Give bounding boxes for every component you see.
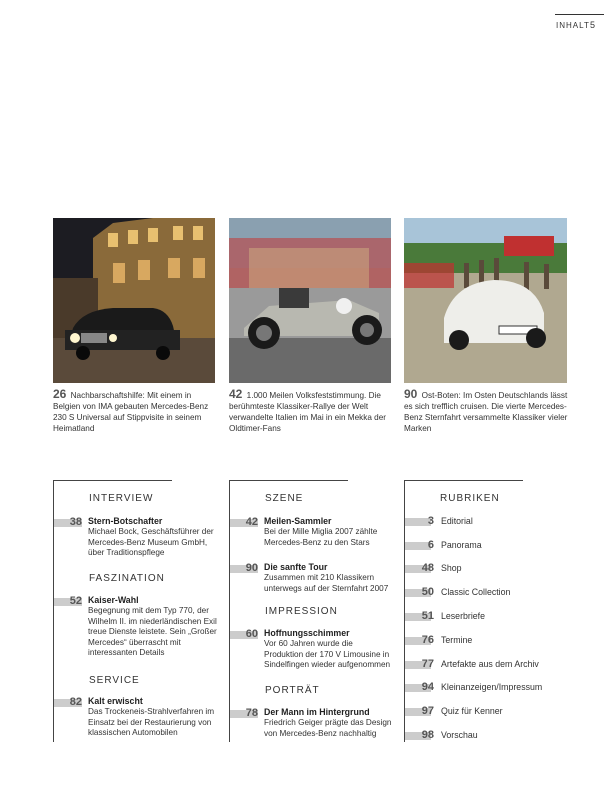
feature-caption-text: Nachbarschaftshilfe: Mit einem in Belgien von IMA gebauten Mercedes-Benz 230 S Universal auf Stippvisite in seinem Heimatland xyxy=(53,391,209,433)
toc-column-2 xyxy=(229,480,395,742)
entry-title: Meilen-Sammler xyxy=(264,516,332,526)
rubrik-entry[interactable] xyxy=(405,729,570,742)
entry-title: Stern-Botschafter xyxy=(88,516,163,526)
entry-title: Kalt erwischt xyxy=(88,696,143,706)
rubrik-entry[interactable] xyxy=(405,586,570,600)
entry-title: Termine xyxy=(441,635,473,645)
entry-page: 51 xyxy=(421,610,434,622)
photo-belgium-car xyxy=(53,218,215,383)
header-rule xyxy=(555,14,604,15)
rubrik-entry[interactable] xyxy=(405,681,570,695)
entry-title: Shop xyxy=(441,563,462,573)
entry-title: Leserbriefe xyxy=(441,611,486,621)
entry-title: Kaiser-Wahl xyxy=(88,595,139,605)
entry-page: 90 xyxy=(245,562,258,574)
feature-page-number: 26 xyxy=(53,387,67,401)
entry-title: Die sanfte Tour xyxy=(264,562,328,572)
entry-title: Hoffnungsschimmer xyxy=(264,628,350,638)
entry-text: Friedrich Geiger prägte das Design von Mercedes-Benz nachhaltig xyxy=(264,718,392,738)
rubrik-entry[interactable] xyxy=(405,658,570,672)
section-heading: FASZINATION xyxy=(89,573,165,584)
entry-title: Der Mann im Hintergrund xyxy=(264,707,370,717)
rubrik-entry[interactable] xyxy=(405,515,570,529)
rubrik-entry[interactable] xyxy=(405,705,570,719)
section-label: INHALT xyxy=(556,21,590,30)
section-heading: IMPRESSION xyxy=(265,606,338,617)
feature-caption-2 xyxy=(229,389,394,434)
section-heading: PORTRÄT xyxy=(265,685,320,696)
entry-page: 6 xyxy=(427,539,434,551)
entry-page: 98 xyxy=(421,729,434,741)
entry-page: 97 xyxy=(421,705,434,717)
toc-column-1 xyxy=(53,480,219,742)
section-heading: RUBRIKEN xyxy=(440,493,500,504)
section-heading: SERVICE xyxy=(89,675,140,686)
column-rule xyxy=(405,480,523,481)
feature-page-number: 42 xyxy=(229,387,243,401)
entry-page: 38 xyxy=(69,516,82,528)
feature-caption-text: Ost-Boten: Im Osten Deutschlands lässt es sich trefflich cruisen. Die vierte Mercedes-Benz Sternfahrt versammelte Klassiker vieler Marken xyxy=(404,391,568,433)
feature-caption-3 xyxy=(404,389,569,434)
feature-page-number: 90 xyxy=(404,387,418,401)
entry-title: Artefakte aus dem Archiv xyxy=(441,659,539,669)
entry-text: Michael Bock, Geschäftsführer der Mercedes-Benz Museum GmbH, über Traditionspflege xyxy=(88,527,214,557)
rubrik-entry[interactable] xyxy=(405,610,570,624)
entry-page: 52 xyxy=(69,595,82,607)
section-heading: SZENE xyxy=(265,493,304,504)
entry-title: Vorschau xyxy=(441,730,478,740)
entry-text: Zusammen mit 210 Klassikern unterwegs auf der Sternfahrt 2007 xyxy=(264,573,389,593)
entry-page: 76 xyxy=(421,634,434,646)
entry-page: 42 xyxy=(245,516,258,528)
entry-title: Editorial xyxy=(441,516,473,526)
toc-column-rubriken xyxy=(404,480,570,742)
entry-page: 82 xyxy=(69,696,82,708)
entry-page: 77 xyxy=(421,658,434,670)
page-number: 5 xyxy=(590,20,596,30)
entry-text: Vor 60 Jahren wurde die Produktion der 170 V Limousine in Sindelfingen wieder aufgenommen xyxy=(264,639,391,669)
column-rule xyxy=(230,480,348,481)
column-rule xyxy=(54,480,172,481)
rubrik-entry[interactable] xyxy=(405,634,570,648)
photo-sternfahrt xyxy=(404,218,567,383)
entry-title: Quiz für Kenner xyxy=(441,706,503,716)
entry-text: Bei der Mille Miglia 2007 zählte Mercedes-Benz zu den Stars xyxy=(264,527,378,547)
entry-text: Begegnung mit dem Typ 770, der Wilhelm II. im niederländischen Exil treue Dienste leistete. Sein „Großer Mercedes“ überrascht mit interessanten Details xyxy=(88,606,217,657)
entry-page: 50 xyxy=(421,586,434,598)
feature-caption-1 xyxy=(53,389,218,434)
photo-mille-miglia xyxy=(229,218,391,383)
entry-page: 48 xyxy=(421,562,434,574)
entry-title: Panorama xyxy=(441,540,482,550)
entry-title: Kleinanzeigen/Impressum xyxy=(441,682,543,692)
entry-title: Classic Collection xyxy=(441,587,511,597)
section-heading: INTERVIEW xyxy=(89,493,154,504)
entry-page: 78 xyxy=(245,707,258,719)
entry-page: 94 xyxy=(421,681,434,693)
rubrik-entry[interactable] xyxy=(405,539,570,553)
entry-page: 3 xyxy=(427,515,434,527)
entry-text: Das Trockeneis-Strahlverfahren im Einsatz bei der Restaurierung von klassischen Automobilen xyxy=(88,707,215,737)
entry-page: 60 xyxy=(245,628,258,640)
feature-caption-text: 1.000 Meilen Volksfeststimmung. Die berühmteste Klassiker-Rallye der Welt verwandelte Italien im Mai in ein Mekka der Oldtimer-Fans xyxy=(229,391,386,433)
rubrik-entry[interactable] xyxy=(405,562,570,576)
